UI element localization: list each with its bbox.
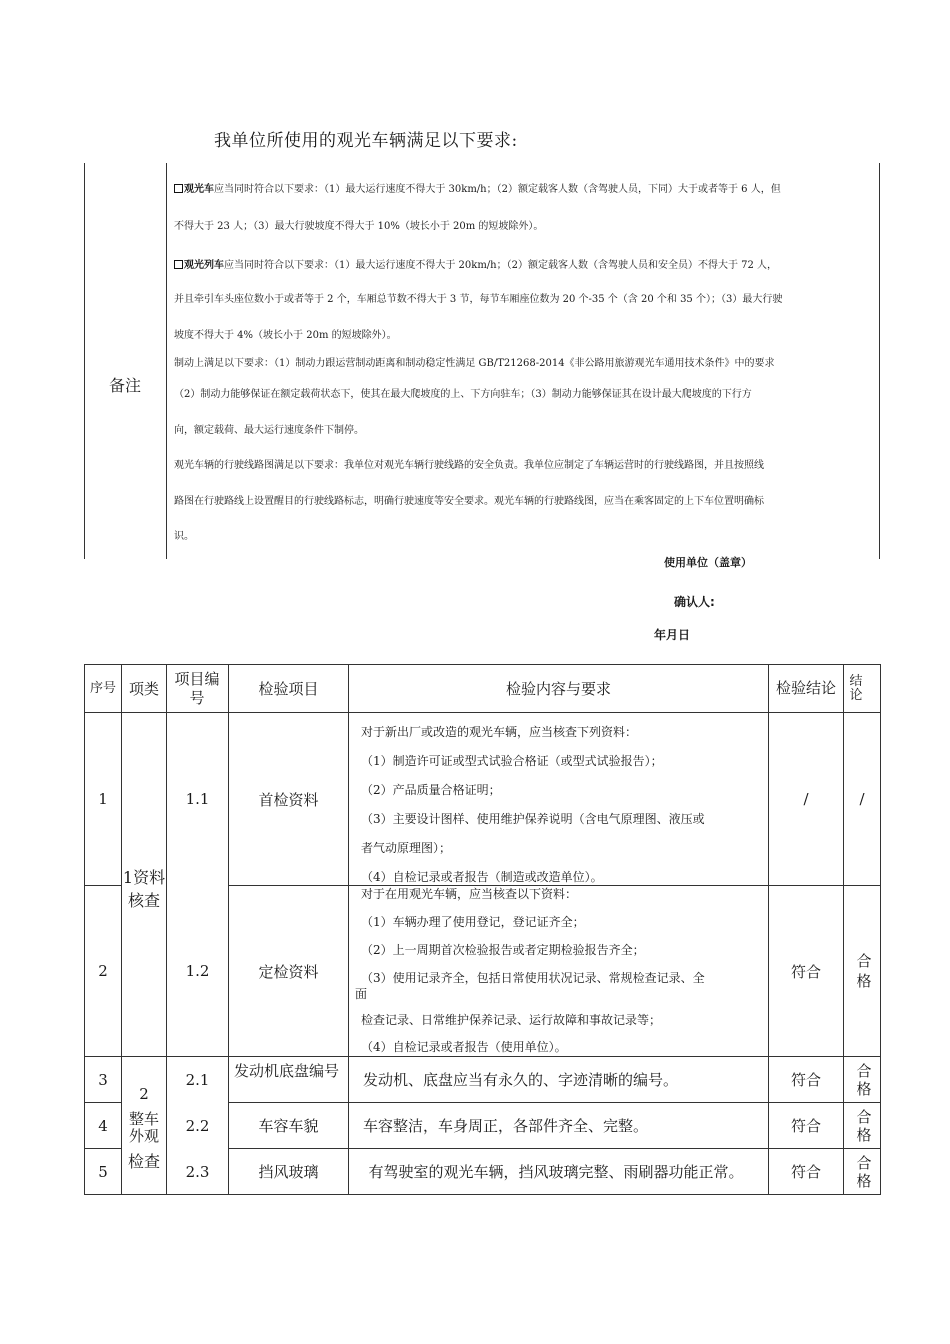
remarks-label: 备注 (108, 376, 141, 395)
row2-conclusion: 合格 (856, 952, 872, 990)
remark-p4-line3: 识。 (174, 531, 194, 542)
row2-content (355, 886, 771, 1055)
row1-line: （2）产品质量合格证明； (361, 783, 501, 797)
remarks-left-border (84, 163, 85, 559)
header-result: 检验结论 (775, 679, 836, 697)
row5-seq: 5 (98, 1162, 108, 1181)
row1-content (361, 724, 771, 885)
remarks-divider (166, 163, 167, 559)
header-seq: 序号 (89, 681, 116, 696)
remarks-right-border (879, 163, 880, 559)
row2-result: 符合 (790, 962, 821, 981)
row4-conclusion: 合格 (856, 1108, 872, 1144)
remark-p3-line3: 向，额定载荷、最大运行速度条件下制停。 (174, 425, 364, 436)
row1-result: / (803, 790, 809, 808)
row5-item: 挡风玻璃 (258, 1163, 319, 1181)
group-documents: 1资料核查 (122, 868, 166, 910)
table-line (84, 1194, 881, 1195)
remark-p4-line1: 观光车辆的行驶线路图满足以下要求：我单位对观光车辆行驶线路的安全负责。我单位应制定了车辆运营时的行驶线路图，并且按照线 (174, 460, 764, 471)
row1-line: 者气动原理图）； (361, 841, 452, 855)
row3-conclusion: 合格 (856, 1062, 872, 1098)
row5-content: 有驾驶室的观光车辆，挡风玻璃完整、雨刷器功能正常。 (368, 1162, 744, 1181)
row4-no: 2.2 (185, 1116, 210, 1135)
checkbox-icon (174, 184, 183, 193)
row5-no: 2.3 (185, 1162, 210, 1181)
row4-seq: 4 (98, 1116, 108, 1135)
row2-no: 1.2 (185, 962, 210, 980)
remarks-box (84, 163, 880, 559)
row2-line: 对于在用观光车辆，应当核查以下资料： (361, 887, 578, 901)
page-title: 我单位所使用的观光车辆满足以下要求: (214, 131, 518, 151)
row2-line: （3）使用记录齐全，包括日常使用状况记录、常规检查记录、全 (361, 971, 705, 985)
stamp-text-cut: 使用单位（盖章） (664, 556, 752, 569)
remark-p3-line2: （2）制动力能够保证在额定载荷状态下，使其在最大爬坡度的上、下方向驻车；（3）制动力能够保证其在设计最大爬坡度的下行方 (174, 389, 752, 400)
row3-content: 发动机、底盘应当有永久的、字迹清晰的编号。 (363, 1071, 679, 1089)
row1-line: 对于新出厂或改造的观光车辆，应当核查下列资料： (361, 725, 638, 739)
row1-line: （4）自检记录或者报告（制造或改造单位）。 (361, 870, 603, 884)
row3-item: 发动机底盘编号 (234, 1062, 340, 1080)
row5-conclusion: 合格 (856, 1154, 872, 1190)
group-2-line2: 外观 (128, 1127, 159, 1145)
remark-p1-line1: 观光车应当同时符合以下要求：（1）最大运行速度不得大于 30km/h；（2）额定载客人数（含驾驶人员，下同）大于或者等于 6 人，但 (174, 183, 874, 197)
row3-result: 符合 (790, 1071, 821, 1089)
row4-content: 车容整洁，车身周正，各部件齐全、完整。 (363, 1117, 649, 1135)
remark-p2-line1: 观光列车应当同时符合以下要求：（1）最大运行速度不得大于 20km/h；（2）额定载客人数（含驾驶人员和安全员）不得大于 72 人， (174, 259, 874, 273)
remark-p2-line3: 坡度不得大于 4%（坡长小于 20m 的短坡除外）。 (174, 330, 397, 341)
row5-result: 符合 (790, 1163, 821, 1181)
header-item: 检验项目 (258, 680, 319, 698)
group-2-line1: 整车 (128, 1109, 159, 1128)
row1-no: 1.1 (185, 790, 210, 808)
row2-line: （4）自检记录或者报告（使用单位）。 (361, 1040, 567, 1054)
row2-seq: 2 (98, 962, 108, 980)
group-2-number: 2 (139, 1085, 149, 1103)
group-2-line3: 检查 (127, 1151, 160, 1171)
header-content: 检验内容与要求 (505, 680, 611, 698)
row2-item: 定检资料 (258, 962, 319, 981)
header-conclusion: 结论 (849, 673, 863, 703)
row1-item: 首检资料 (258, 790, 319, 809)
row1-seq: 1 (98, 790, 108, 808)
row3-seq: 3 (98, 1070, 108, 1089)
row2-line: （1）车辆办理了使用登记，登记证齐全； (361, 915, 585, 929)
confirm-person: 确认人: (674, 595, 715, 609)
checkbox-icon (174, 260, 183, 269)
row2-line: （2）上一周期首次检验报告或者定期检验报告齐全； (361, 943, 645, 957)
row1-line: （3）主要设计图样、使用维护保养说明（含电气原理图、液压或 (361, 812, 705, 826)
remark-p2-line2: 并且牵引车头座位数小于或者等于 2 个，车厢总节数不得大于 3 节，每节车厢座位数为 20 个-35 个（含 20 个和 35 个）；（3）最大行驶 (174, 294, 783, 305)
inspection-table (84, 664, 881, 1195)
row3-no: 2.1 (185, 1070, 210, 1089)
row2-line: 面 (355, 987, 368, 1001)
row1-line: （1）制造许可证或型式试验合格证（或型式试验报告）； (361, 754, 663, 768)
row4-result: 符合 (790, 1117, 821, 1135)
remark-p4-line2: 路图在行驶路线上设置醒目的行驶线路标志，明确行驶速度等安全要求。观光车辆的行驶路线图，应当在乘客固定的上下车位置明确标 (174, 496, 764, 507)
header-item-no: 项目编号 (174, 669, 220, 707)
row4-item: 车容车貌 (258, 1117, 319, 1135)
remark-p3-line1: 制动上满足以下要求：（1）制动力跟运营制动距离和制动稳定性满足 GB/T21268-2014《非公路用旅游观光车通用技术条件》中的要求 (174, 358, 775, 369)
header-category: 项类 (128, 680, 159, 698)
table-line (880, 664, 881, 1195)
date-label: 年月日 (654, 628, 691, 642)
remark-p1-line2: 不得大于 23 人；（3）最大行驶坡度不得大于 10%（坡长小于 20m 的短坡除外）。 (174, 221, 544, 232)
row2-line: 检查记录、日常维护保养记录、运行故障和事故记录等； (361, 1013, 662, 1027)
row1-conclusion: / (859, 790, 865, 808)
